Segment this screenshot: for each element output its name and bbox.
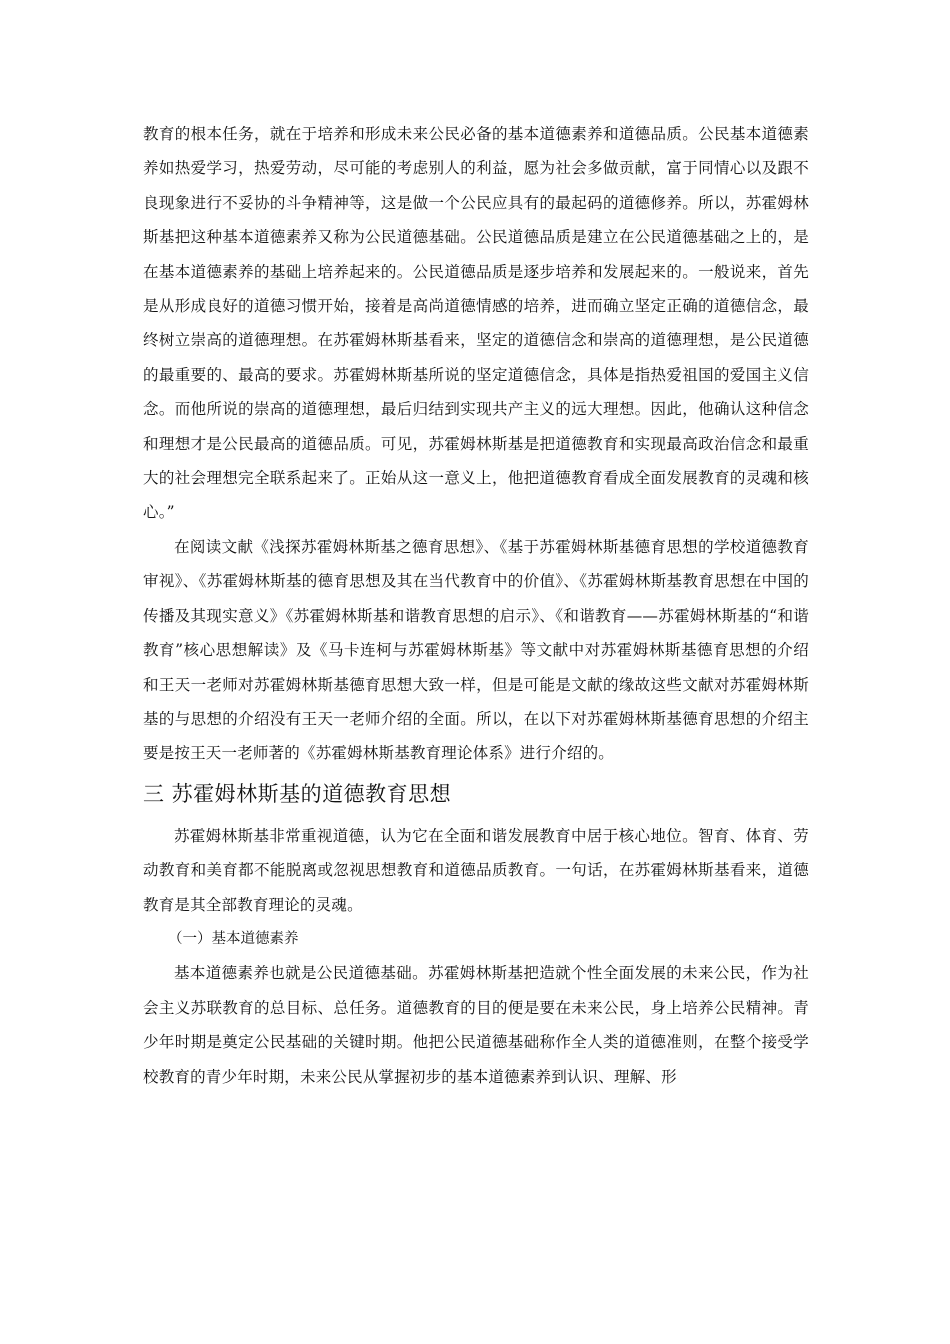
paragraph-basic-morality: 基本道德素养也就是公民道德基础。苏霍姆林斯基把造就个性全面发展的未来公民，作为社会主义苏联教育的总目标、总任务。道德教育的目的便是要在未来公民，身上培养公民精神。青少年时期是奠定公民基础的关键时期。他把公民道德基础称作全人类的道德准则，在整个接受学校教育的青少年时期，未来公民从掌握初步的基本道德素养到认识、理解、形: [143, 964, 809, 1086]
document-body: [143, 117, 809, 1094]
subsection-heading: （一）基本道德素养: [168, 930, 299, 947]
section-heading: 三 苏霍姆林斯基的道德教育思想: [143, 781, 452, 806]
paragraph-continued: 教育的根本任务，就在于培养和形成未来公民必备的基本道德素养和道德品质。公民基本道德素养如热爱学习，热爱劳动，尽可能的考虑别人的利益，愿为社会多做贡献，富于同情心以及跟不良现象进行不妥协的斗争精神等，这是做一个公民应具有的最起码的道德修养。所以，苏霍姆林斯基把这种基本道德素养又称为公民道德基础。公民道德品质是建立在公民道德基础之上的，是在基本道德素养的基础上培养起来的。公民道德品质是逐步培养和发展起来的。一般说来，首先是从形成良好的道德习惯开始，接着是高尚道德情感的培养，进而确立坚定正确的道德信念，最终树立崇高的道德理想。在苏霍姆林斯基看来，坚定的道德信念和崇高的道德理想，是公民道德的最重要的、最高的要求。苏霍姆林斯基所说的坚定道德信念，具体是指热爱祖国的爱国主义信念。而他所说的崇高的道德理想，最后归结到实现共产主义的远大理想。因此，他确认这种信念和理想才是公民最高的道德品质。可见，苏霍姆林斯基是把道德教育和实现最高政治信念和最重大的社会理想完全联系起来了。正始从这一意义上，他把道德教育看成全面发展教育的灵魂和核心。”: [143, 125, 809, 522]
paragraph-literature-review: 在阅读文献《浅探苏霍姆林斯基之德育思想》、《基于苏霍姆林斯基德育思想的学校道德教育审视》、《苏霍姆林斯基的德育思想及其在当代教育中的价值》、《苏霍姆林斯基教育思想在中国的传播及其现实意义》《苏霍姆林斯基和谐教育思想的启示》、《和谐教育——苏霍姆林斯基的“和谐教育”核心思想解读》及《马卡连柯与苏霍姆林斯基》等文献中对苏霍姆林斯基德育思想的介绍和王天一老师对苏霍姆林斯基德育思想大致一样，但是可能是文献的缘故这些文献对苏霍姆林斯基的与思想的介绍没有王天一老师介绍的全面。所以，在以下对苏霍姆林斯基德育思想的介绍主要是按王天一老师著的《苏霍姆林斯基教育理论体系》进行介绍的。: [143, 537, 809, 763]
paragraph-section-intro: 苏霍姆林斯基非常重视道德，认为它在全面和谐发展教育中居于核心地位。智育、体育、劳动教育和美育都不能脱离或忽视思想教育和道德品质教育。一句话，在苏霍姆林斯基看来，道德教育是其全部教育理论的灵魂。: [143, 826, 809, 914]
